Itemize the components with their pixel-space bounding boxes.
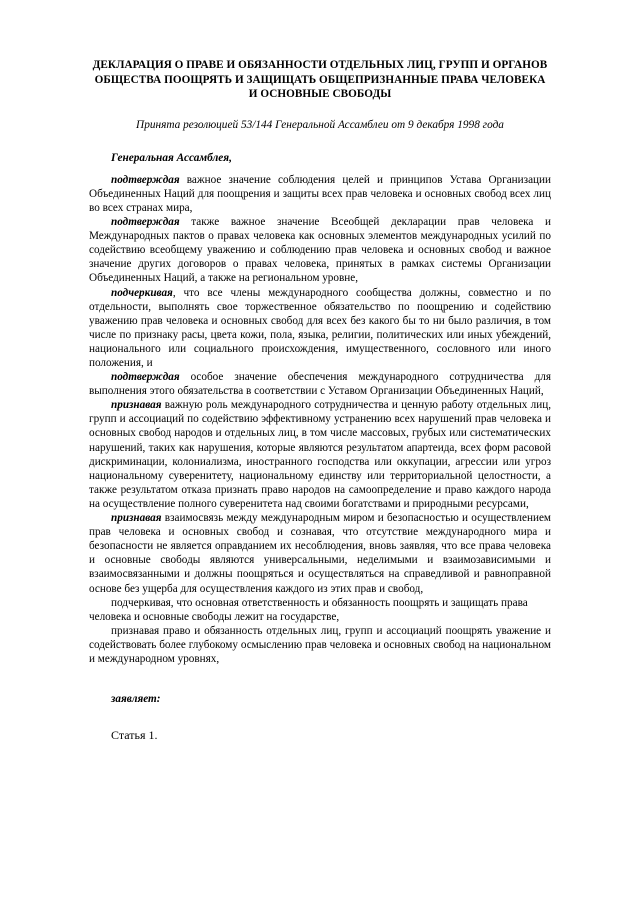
- paragraph-text: важное значение соблюдения целей и принципов Устава Организации Объединенных Наций для поощрения и защиты всех прав человека и основных свобод всех лиц во всех странах мира,: [89, 173, 551, 214]
- preamble-paragraph: [89, 370, 551, 398]
- paragraph-lead-word: подтверждая: [111, 216, 180, 229]
- paragraph-text: особое значение обеспечения международного сотрудничества для выполнения этого обязательства в соответствии с Уставом Организации Объединенных Наций,: [89, 371, 551, 398]
- paragraph-text: , что все члены международного сообщества должны, совместно и по отдельности, выполнять свое торжественное обязательство по поощрению и содействию уважению прав человека и основных свобод для всех без какого бы то ни было различия, в том числе по признаку расы, цвета кожи, пола, языка, религии, политических или иных убеждений, национального или социального происхождения, имущественного, сословного или иного положения, и: [89, 286, 551, 369]
- preamble-paragraph: [89, 511, 551, 596]
- preamble-paragraph: [89, 165, 551, 215]
- preamble-paragraph: [89, 215, 551, 285]
- document-body: [89, 0, 551, 742]
- paragraph-text: важную роль международного сотрудничества и ценную работу отдельных лиц, групп и ассоциаций по содействию эффективному устранению всех нарушений прав человека и основных свобод народов и отдельных лиц, в том числе массовых, грубых или систематических нарушений, таких как нарушения, которые являются результатом апартеида, всех форм расовой дискриминации, колониализма, иностранного господства или оккупации, агрессии или угроз национальному суверенитету, национальному единству или территориальной целостности, а также результатом отказа признать право народов на самоопределение и право каждого народа на осуществление полного суверенитета над своими богатствами и природными ресурсами,: [89, 399, 551, 510]
- page-title: ДЕКЛАРАЦИЯ О ПРАВЕ И ОБЯЗАННОСТИ ОТДЕЛЬНЫХ ЛИЦ, ГРУПП И ОРГАНОВ ОБЩЕСТВА ПООЩРЯТЬ И ЗАЩИЩАТЬ ОБЩЕПРИЗНАННЫЕ ПРАВА ЧЕЛОВЕКА И ОСНОВНЫЕ СВОБОДЫ: [92, 59, 548, 101]
- preamble-paragraph: [89, 286, 551, 371]
- paragraph-lead-word: подтверждая: [111, 371, 180, 384]
- paragraph-lead-word: подтверждая: [111, 173, 180, 186]
- addressee-line: Генеральная Ассамблея,: [111, 151, 232, 164]
- preamble-paragraph: [89, 624, 551, 666]
- paragraph-lead-word: признавая: [111, 512, 162, 525]
- paragraph-text: признавая право и обязанность отдельных лиц, групп и ассоциаций поощрять уважение и содействовать более глубокому осмыслению прав человека и основных свобод на национальном и международном уровнях,: [89, 624, 551, 665]
- preamble-paragraph: [89, 398, 551, 511]
- paragraph-text: также важное значение Всеобщей декларации прав человека и Международных пактов о правах человека как основных элементов международных усилий по содействию всеобщему уважению и соблюдению прав человека и основных свобод и важное значение других договоров о правах человека, принятых в рамках системы Организации Объединенных Наций, а также на региональном уровне,: [89, 216, 551, 285]
- paragraph-text: взаимосвязь между международным миром и безопасностью и осуществлением прав человека и основных свобод и сознавая, что отсутствие международного мира и безопасности не является оправданием их несоблюдения, вновь заявляя, что все права человека и основные свободы являются универсальными, неделимыми и взаимозависимыми и взаимосвязанными и должны поощряться и осуществляться на справедливой и равноправной основе без ущерба для осуществления каждого из этих прав и свобод,: [89, 512, 551, 595]
- article-heading: Статья 1.: [111, 728, 158, 743]
- preamble-paragraph: [89, 596, 551, 624]
- paragraph-text: подчеркивая, что основная ответственность и обязанность поощрять и защищать права человека и основные свободы лежит на государстве,: [89, 596, 528, 623]
- paragraph-lead-word: подчеркивая: [111, 286, 173, 299]
- resolution-subtitle: Принята резолюцией 53/144 Генеральной Ассамблеи от 9 декабря 1998 года: [136, 118, 504, 131]
- paragraph-lead-word: признавая: [111, 399, 162, 412]
- declares-line: заявляет:: [111, 693, 161, 706]
